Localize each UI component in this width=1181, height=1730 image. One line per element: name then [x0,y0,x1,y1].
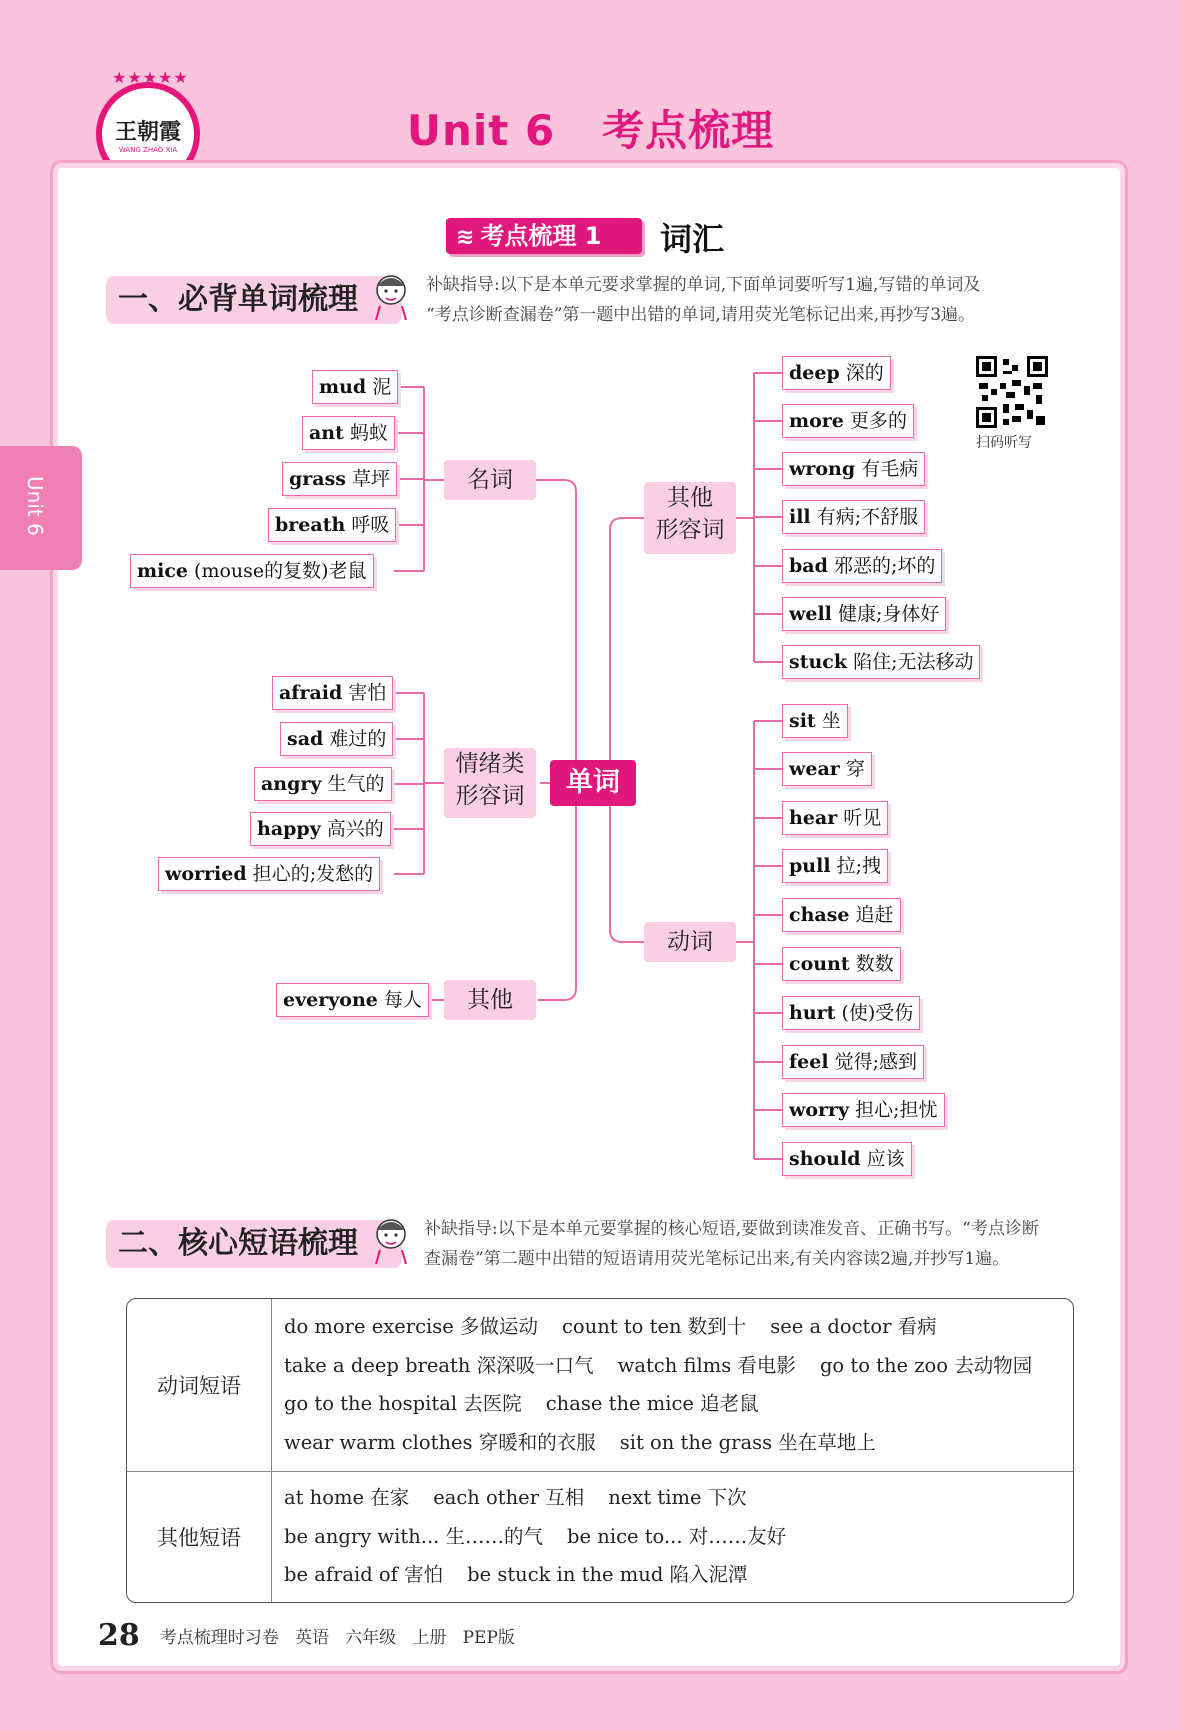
part2-hint-line1: 补缺指导:以下是本单元要掌握的核心短语,要做到读准发音、正确书写。“考点诊断 [424,1219,1039,1239]
word-feel: feel 觉得;感到 [782,1045,924,1079]
phrase-line: be afraid of 害怕 be stuck in the mud 陷入泥潭 [284,1563,748,1587]
side-tab-label: Unit 6 [23,476,47,536]
page-number: 28 [98,1618,140,1653]
word-well: well 健康;身体好 [782,597,946,631]
word-worried: worried 担心的;发愁的 [158,857,380,891]
word-wrong: wrong 有毛病 [782,452,925,486]
word-worry: worry 担心;担忧 [782,1093,945,1127]
category-other: 其他 [444,980,536,1020]
word-count: count 数数 [782,947,901,981]
word-sad: sad 难过的 [280,722,393,756]
other-phrase-content [272,1472,1073,1602]
section-subtitle: 词汇 [660,220,725,258]
word-happy: happy 高兴的 [250,812,391,846]
logo-sub: WANG ZHAO XIA [118,145,178,154]
category-other-adj-line1: 其他 [667,485,713,511]
word-should: should 应该 [782,1142,912,1176]
word-more: more 更多的 [782,404,914,438]
wave-icon: ≋ [456,225,475,250]
verb-phrase-content [272,1299,1073,1472]
word-everyone: everyone 每人 [276,983,429,1017]
part2-hint-line2: 查漏卷”第二题中出错的短语请用荧光笔标记出来,有关内容读2遍,并抄写1遍。 [424,1249,1010,1269]
word-breath: breath 呼吸 [268,508,396,542]
student-face-icon [372,1214,410,1264]
qr-label: 扫码听写 [976,435,1032,451]
word-hurt: hurt (使)受伤 [782,996,920,1030]
part1-hint-line2: “考点诊断查漏卷”第一题中出错的单词,请用荧光笔标记出来,再抄写3遍。 [426,305,976,325]
word-mice: mice (mouse的复数)老鼠 [130,554,374,588]
logo-name: 王朝霞 [114,118,181,145]
word-wear: wear 穿 [782,752,872,786]
word-deep: deep 深的 [782,356,891,390]
word-bad: bad 邪恶的;坏的 [782,549,942,583]
category-emotion-adj [444,748,536,818]
category-verb: 动词 [644,922,736,962]
word-ant: ant 蚂蚁 [302,416,395,450]
category-emotion-line1: 情绪类 [455,751,525,777]
table-row [127,1299,1073,1472]
phrase-line: do more exercise 多做运动 count to ten 数到十 see a doctor 看病 [284,1315,937,1338]
page-title: Unit 6 考点梳理 [406,106,775,155]
word-pull: pull 拉;拽 [782,849,888,883]
category-other-adj-line2: 形容词 [655,517,725,543]
center-node: 单词 [550,760,636,806]
phrase-line: wear warm clothes 穿暖和的衣服 sit on the grass 坐在草地上 [284,1430,876,1454]
word-afraid: afraid 害怕 [272,676,393,710]
category-emotion-line2: 形容词 [455,783,525,809]
verb-phrase-label: 动词短语 [127,1299,272,1472]
word-hear: hear 听见 [782,801,888,835]
category-noun: 名词 [444,460,536,500]
word-mud: mud 泥 [312,370,398,404]
phrase-line: at home 在家 each other 互相 next time 下次 [284,1486,747,1510]
category-other-adj [644,482,736,554]
stars-decoration: ★★★★★ [112,68,189,87]
word-sit: sit 坐 [782,704,848,738]
part2-heading: 二、核心短语梳理 [106,1220,402,1268]
phrase-line: be angry with... 生……的气 be nice to... 对……友好 [284,1524,787,1548]
page-footer [98,1618,515,1653]
word-angry: angry 生气的 [254,767,392,801]
part2-hint [424,1214,1084,1274]
word-stuck: stuck 陷住;无法移动 [782,645,980,679]
part1-hint-line1: 补缺指导:以下是本单元要求掌握的单词,下面单词要听写1遍,写错的单词及 [426,275,981,295]
footer-text: 考点梳理时习卷 英语 六年级 上册 PEP版 [159,1628,515,1648]
word-chase: chase 追赶 [782,898,901,932]
phrase-line: take a deep breath 深深吸一口气 watch films 看电影 go to the zoo 去动物园 [284,1353,1033,1377]
word-grass: grass 草坪 [282,462,397,496]
phrase-table [126,1298,1074,1603]
part1-heading: 一、必背单词梳理 [106,276,402,324]
table-row [127,1472,1073,1602]
word-ill: ill 有病;不舒服 [782,500,925,534]
section-banner-label: 考点梳理 1 [480,222,602,250]
phrase-line: go to the hospital 去医院 chase the mice 追老鼠 [284,1392,759,1415]
other-phrase-label: 其他短语 [127,1472,272,1602]
